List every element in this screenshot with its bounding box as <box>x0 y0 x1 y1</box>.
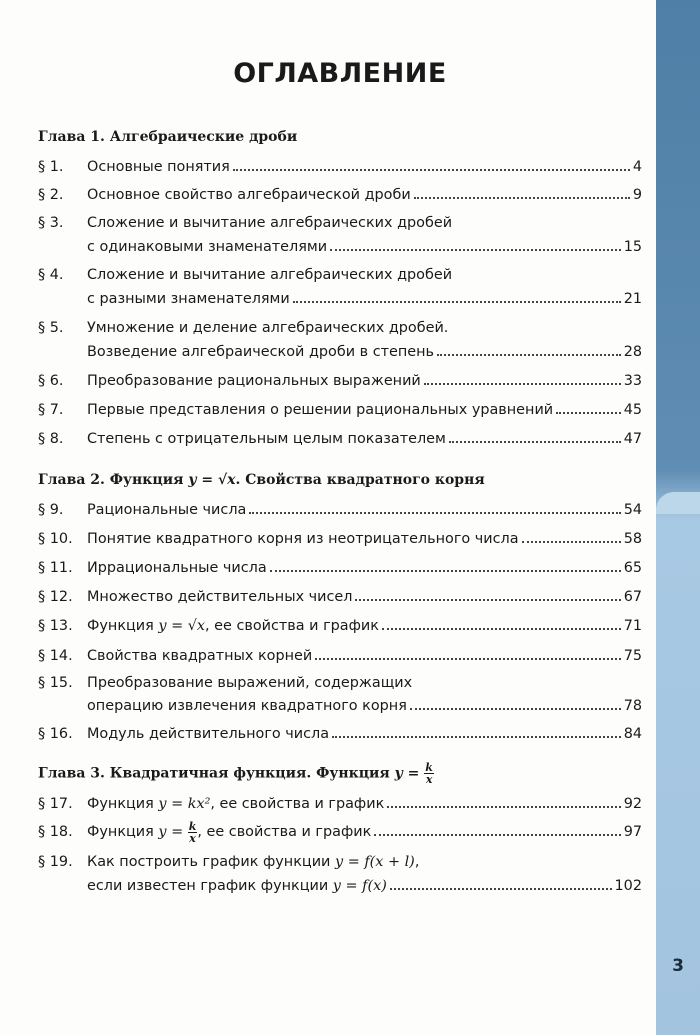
section-title-line-1: Сложение и вычитание алгебраических дробей <box>87 215 453 231</box>
section-page: 45 <box>623 402 642 418</box>
section-number: § 16. <box>38 726 73 742</box>
section-page: 102 <box>614 878 642 894</box>
section-title: Свойства квадратных корней <box>87 648 313 664</box>
section-page: 4 <box>632 159 642 175</box>
section-page: 78 <box>623 698 642 714</box>
leader-dots <box>390 888 612 890</box>
leader-dots <box>332 736 621 738</box>
section-number: § 6. <box>38 373 64 389</box>
chapter-3-formula: y = <box>394 765 420 782</box>
page-number: 3 <box>672 956 684 976</box>
leader-dots <box>414 197 630 199</box>
section-page: 58 <box>623 531 642 547</box>
section-page: 75 <box>623 648 642 664</box>
leader-dots <box>270 570 621 572</box>
section-title: Функция y = kx², ее свойства и график <box>87 796 385 812</box>
section-page: 67 <box>623 589 642 605</box>
section-title: Понятие квадратного корня из неотрицательного числа <box>87 531 519 547</box>
section-title-line-1: Как построить график функции y = f(x + l), <box>87 854 420 870</box>
section-number: § 1. <box>38 159 64 175</box>
leader-dots <box>330 249 621 251</box>
leader-dots <box>355 599 620 601</box>
formula: y = <box>158 824 184 840</box>
section-page: 21 <box>623 291 642 307</box>
section-title: Основные понятия <box>87 159 230 175</box>
section-title-line-1: Умножение и деление алгебраических дробей. <box>87 320 449 336</box>
section-number: § 9. <box>38 502 64 518</box>
section-title: Преобразование рациональных выражений <box>87 373 421 389</box>
formula: y = f(x) <box>332 878 387 894</box>
section-title-line-2: если известен график функции y = f(x) <box>87 878 387 894</box>
section-page: 97 <box>623 824 642 840</box>
leader-dots <box>293 301 621 303</box>
section-number: § 11. <box>38 560 73 576</box>
chapter-3-title: Глава 3. Квадратичная функция. Функция y = $\frac{k}{x}$ <box>38 761 433 786</box>
section-title-line-2: операцию извлечения квадратного корня <box>87 698 407 714</box>
section-title: Первые представления о решении рациональных уравнений <box>87 402 554 418</box>
section-page: 28 <box>623 344 642 360</box>
leader-dots <box>410 708 621 710</box>
section-title: Степень с отрицательным целым показателем <box>87 431 446 447</box>
page-title: ОГЛАВЛЕНИЕ <box>233 58 447 89</box>
leader-dots <box>387 806 620 808</box>
section-page: 71 <box>623 618 642 634</box>
section-title: Рациональные числа <box>87 502 247 518</box>
section-page: 84 <box>623 726 642 742</box>
leader-dots <box>424 383 621 385</box>
section-title-line-1: Преобразование выражений, содержащих <box>87 675 413 691</box>
section-number: § 5. <box>38 320 64 336</box>
section-number: § 3. <box>38 215 64 231</box>
section-title: Модуль действительного числа <box>87 726 330 742</box>
leader-dots <box>249 512 620 514</box>
section-page: 47 <box>623 431 642 447</box>
section-title: Функция y = $\frac{k}{x}$ , ее свойства и график <box>87 819 372 845</box>
section-number: § 17. <box>38 796 73 812</box>
leader-dots <box>233 169 630 171</box>
section-number: § 12. <box>38 589 73 605</box>
formula: y = kx² <box>158 796 211 812</box>
section-number: § 18. <box>38 824 73 840</box>
formula: y = √x <box>158 618 206 634</box>
section-number: § 7. <box>38 402 64 418</box>
section-title: Функция y = √x, ее свойства и график <box>87 618 379 634</box>
leader-dots <box>374 834 620 836</box>
section-title-line-1: Сложение и вычитание алгебраических дробей <box>87 267 453 283</box>
section-page: 15 <box>623 239 642 255</box>
fraction-k-over-x: $\frac{k}{x}$ <box>425 761 433 786</box>
leader-dots <box>449 441 621 443</box>
chapter-2-title: Глава 2. Функция y = √x. Свойства квадратного корня <box>38 472 485 488</box>
leader-dots <box>437 354 621 356</box>
leader-dots <box>556 412 621 414</box>
leader-dots <box>382 628 621 630</box>
section-number: § 13. <box>38 618 73 634</box>
section-number: § 2. <box>38 187 64 203</box>
section-page: 9 <box>632 187 642 203</box>
section-title: Иррациональные числа <box>87 560 267 576</box>
section-title: Основное свойство алгебраической дроби <box>87 187 411 203</box>
leader-dots <box>522 541 621 543</box>
fraction-k-over-x: $\frac{k}{x}$ <box>188 819 197 845</box>
section-title-line-2: с разными знаменателями <box>87 291 290 307</box>
section-title-line-2: с одинаковыми знаменателями <box>87 239 328 255</box>
side-tab-divider <box>656 492 700 514</box>
formula: y = f(x + l) <box>334 854 415 870</box>
section-title: Множество действительных чисел <box>87 589 353 605</box>
section-page: 65 <box>623 560 642 576</box>
side-tab <box>656 0 700 1035</box>
leader-dots <box>315 658 620 660</box>
section-page: 92 <box>623 796 642 812</box>
section-number: § 10. <box>38 531 73 547</box>
section-number: § 8. <box>38 431 64 447</box>
section-number: § 14. <box>38 648 73 664</box>
section-number: § 19. <box>38 854 73 870</box>
section-title-line-2: Возведение алгебраической дроби в степень <box>87 344 435 360</box>
section-number: § 4. <box>38 267 64 283</box>
chapter-1-title: Глава 1. Алгебраические дроби <box>38 129 298 145</box>
section-number: § 15. <box>38 675 73 691</box>
chapter-2-formula: y = √x <box>188 472 236 488</box>
section-page: 54 <box>623 502 642 518</box>
section-page: 33 <box>623 373 642 389</box>
